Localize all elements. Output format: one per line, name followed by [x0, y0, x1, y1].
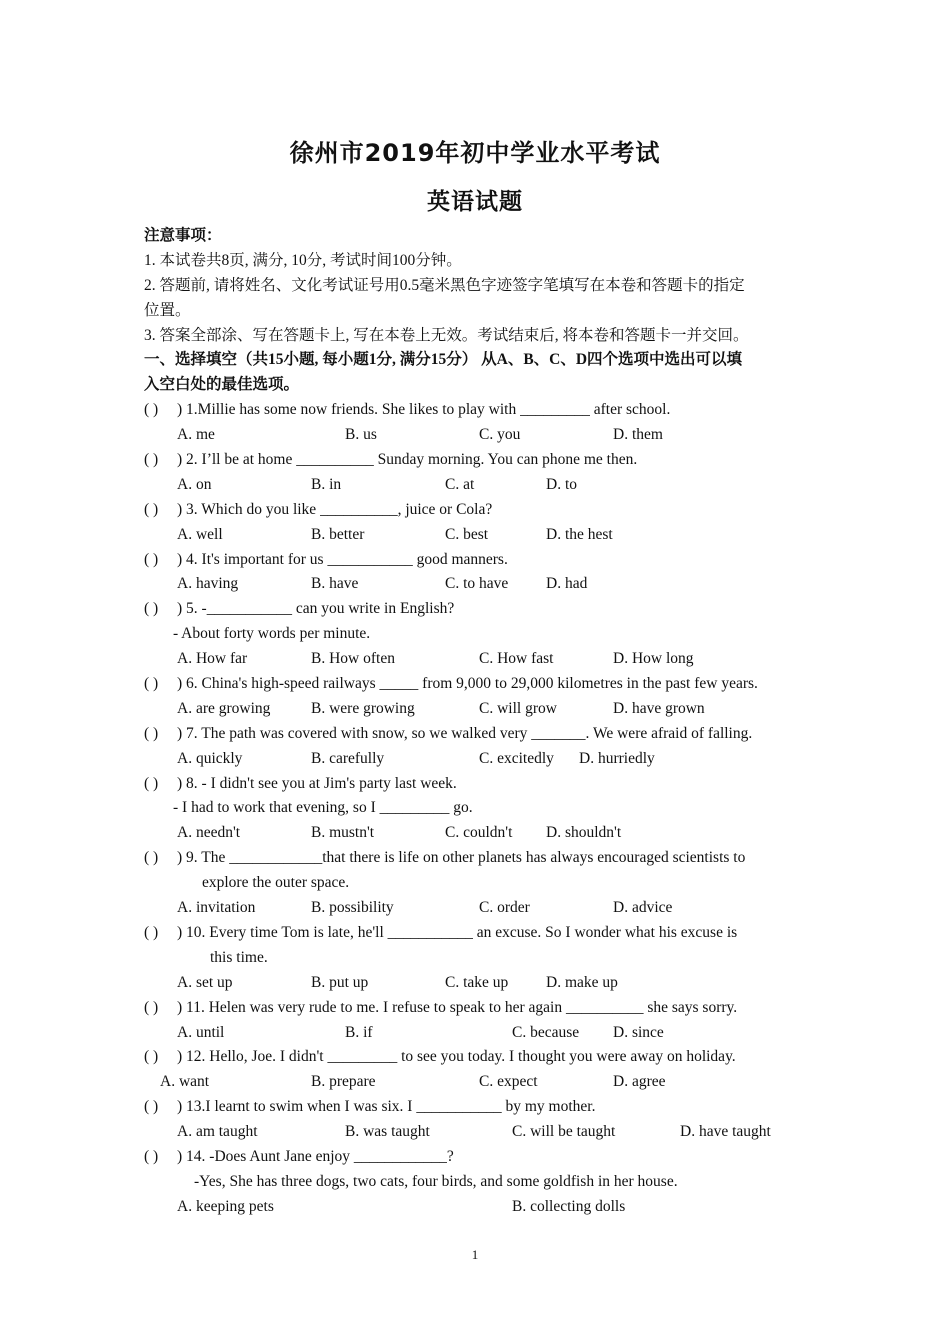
answer-paren: ( ) — [144, 600, 159, 618]
option-a: A. set up — [177, 973, 233, 991]
options-row — [144, 647, 814, 672]
answer-paren: ( ) — [144, 724, 159, 742]
answer-paren: ( ) — [144, 998, 159, 1016]
question-12 — [144, 1045, 814, 1070]
option-a: A. quickly — [177, 749, 243, 767]
answer-paren: ( ) — [144, 774, 159, 792]
question-continuation — [144, 796, 814, 821]
notice-item: 位置。 — [144, 301, 191, 319]
option-a: A. want — [160, 1073, 210, 1091]
option-b: B. prepare — [311, 1073, 376, 1091]
notice-item: 1. 本试卷共8页, 满分, 10分, 考试时间100分钟。 — [144, 251, 462, 269]
options-row — [144, 697, 814, 722]
option-c: C. take up — [445, 973, 509, 991]
option-a: A. How far — [177, 650, 248, 668]
question-reply: - I had to work that evening, so I _________ go. — [173, 799, 473, 817]
question-stem: ) 7. The path was covered with snow, so we walked very _______. We were afraid of falling. — [177, 724, 753, 742]
question-stem-wrap: explore the outer space. — [202, 874, 350, 892]
option-b: B. have — [311, 575, 359, 593]
answer-paren: ( ) — [144, 849, 159, 867]
question-10 — [144, 921, 814, 946]
option-c: C. couldn't — [445, 824, 513, 842]
option-b: B. was taught — [345, 1123, 430, 1141]
option-c: C. How fast — [479, 650, 554, 668]
option-c: C. expect — [479, 1073, 538, 1091]
option-b: B. How often — [311, 650, 395, 668]
question-2 — [144, 448, 814, 473]
options-row — [144, 1021, 814, 1046]
question-reply: - About forty words per minute. — [173, 625, 371, 643]
options-row — [144, 1120, 814, 1145]
section-heading-cont: 入空白处的最佳选项。 — [144, 376, 300, 394]
option-a: A. until — [177, 1023, 225, 1041]
option-d: D. advice — [613, 899, 673, 917]
option-c: C. at — [445, 475, 475, 493]
page-number: 1 — [471, 1247, 479, 1262]
option-c: C. will grow — [479, 699, 557, 717]
question-5 — [144, 597, 814, 622]
option-a: A. me — [177, 426, 215, 444]
question-continuation — [144, 1170, 814, 1195]
option-d: D. to — [546, 475, 577, 493]
options-row — [144, 572, 814, 597]
option-d: D. hurriedly — [579, 749, 655, 767]
options-row — [144, 747, 814, 772]
option-b: B. put up — [311, 973, 369, 991]
answer-paren: ( ) — [144, 1147, 159, 1165]
option-a: A. needn't — [177, 824, 241, 842]
notice-item: 2. 答题前, 请将姓名、文化考试证号用0.5毫米黑色字迹签字笔填写在本卷和答题卡的指定 — [144, 276, 745, 294]
question-stem: ) 13.I learnt to swim when I was six. I ___________ by my mother. — [177, 1098, 596, 1116]
options-row — [144, 896, 814, 921]
option-b: B. if — [345, 1023, 373, 1041]
question-8 — [144, 772, 814, 797]
question-stem: ) 3. Which do you like __________, juice or Cola? — [177, 500, 493, 518]
question-stem: ) 8. - I didn't see you at Jim's party last week. — [177, 774, 457, 792]
question-continuation — [144, 946, 814, 971]
option-b: B. better — [311, 525, 365, 543]
question-stem: ) 1.Millie has some now friends. She likes to play with _________ after school. — [177, 401, 671, 419]
answer-paren: ( ) — [144, 923, 159, 941]
question-stem: ) 12. Hello, Joe. I didn't _________ to see you today. I thought you were away on holiday. — [177, 1048, 736, 1066]
answer-paren: ( ) — [144, 451, 159, 469]
question-13 — [144, 1095, 814, 1120]
exam-title: 徐州市2019年初中学业水平考试 — [289, 139, 661, 167]
option-d: D. How long — [613, 650, 694, 668]
options-row — [144, 1070, 814, 1095]
option-d: D. make up — [546, 973, 618, 991]
options-row — [144, 523, 814, 548]
answer-paren: ( ) — [144, 500, 159, 518]
option-d: D. agree — [613, 1073, 666, 1091]
option-b: B. collecting dolls — [512, 1197, 626, 1215]
notice-heading: 注意事项： — [144, 227, 222, 244]
option-d: D. shouldn't — [546, 824, 622, 842]
options-row — [144, 473, 814, 498]
option-b: B. mustn't — [311, 824, 375, 842]
option-d: D. had — [546, 575, 588, 593]
option-b: B. carefully — [311, 749, 385, 767]
exam-body — [144, 224, 814, 1220]
options-row — [144, 821, 814, 846]
options-row — [144, 423, 814, 448]
question-11 — [144, 996, 814, 1021]
answer-paren: ( ) — [144, 675, 159, 693]
question-stem-wrap: this time. — [210, 948, 268, 966]
option-c: C. excitedly — [479, 749, 554, 767]
answer-paren: ( ) — [144, 550, 159, 568]
question-stem: ) 11. Helen was very rude to me. I refuse to speak to her again __________ she says sorry. — [177, 998, 738, 1016]
question-stem: ) 14. -Does Aunt Jane enjoy ____________? — [177, 1147, 454, 1165]
option-c: C. to have — [445, 575, 509, 593]
question-4 — [144, 548, 814, 573]
question-stem: ) 10. Every time Tom is late, he'll ___________ an excuse. So I wonder what his excuse is — [177, 923, 738, 941]
options-row — [144, 1195, 814, 1220]
question-7 — [144, 722, 814, 747]
question-reply: -Yes, She has three dogs, two cats, four birds, and some goldfish in her house. — [194, 1172, 678, 1190]
option-c: C. order — [479, 899, 530, 917]
exam-subtitle: 英语试题 — [427, 189, 523, 215]
option-a: A. having — [177, 575, 239, 593]
question-stem: ) 2. I’ll be at home __________ Sunday morning. You can phone me then. — [177, 451, 638, 469]
question-3 — [144, 498, 814, 523]
option-d: D. since — [613, 1023, 664, 1041]
option-c: C. best — [445, 525, 489, 543]
option-b: B. possibility — [311, 899, 394, 917]
option-b: B. us — [345, 426, 377, 444]
question-6 — [144, 672, 814, 697]
question-9 — [144, 846, 814, 871]
question-stem: ) 5. -___________ can you write in English? — [177, 600, 455, 618]
option-a: A. on — [177, 475, 212, 493]
option-c: C. will be taught — [512, 1123, 616, 1141]
question-stem: ) 6. China's high-speed railways _____ from 9,000 to 29,000 kilometres in the past few years. — [177, 675, 758, 693]
option-b: B. in — [311, 475, 342, 493]
question-continuation — [144, 871, 814, 896]
option-d: D. them — [613, 426, 663, 444]
question-stem: ) 4. It's important for us ___________ good manners. — [177, 550, 508, 568]
option-a: A. invitation — [177, 899, 256, 917]
answer-paren: ( ) — [144, 1048, 159, 1066]
answer-paren: ( ) — [144, 1098, 159, 1116]
option-d: D. the hest — [546, 525, 613, 543]
option-d: D. have grown — [613, 699, 705, 717]
option-d: D. have taught — [680, 1123, 771, 1141]
option-a: A. are growing — [177, 699, 271, 717]
section-heading: 一、选择填空（共15小题, 每小题1分, 满分15分） 从A、B、C、D四个选项中选出可以填 — [144, 351, 743, 369]
answer-paren: ( ) — [144, 401, 159, 419]
option-a: A. keeping pets — [177, 1197, 274, 1215]
question-14 — [144, 1145, 814, 1170]
option-c: C. because — [512, 1023, 580, 1041]
question-continuation — [144, 622, 814, 647]
notice-item: 3. 答案全部涂、写在答题卡上, 写在本卷上无效。考试结束后, 将本卷和答题卡一并交回。 — [144, 326, 749, 344]
options-row — [144, 971, 814, 996]
option-a: A. well — [177, 525, 223, 543]
question-1 — [144, 398, 814, 423]
option-a: A. am taught — [177, 1123, 258, 1141]
question-stem: ) 9. The ____________that there is life on other planets has always encouraged scientists to — [177, 849, 746, 867]
option-b: B. were growing — [311, 699, 415, 717]
option-c: C. you — [479, 426, 521, 444]
